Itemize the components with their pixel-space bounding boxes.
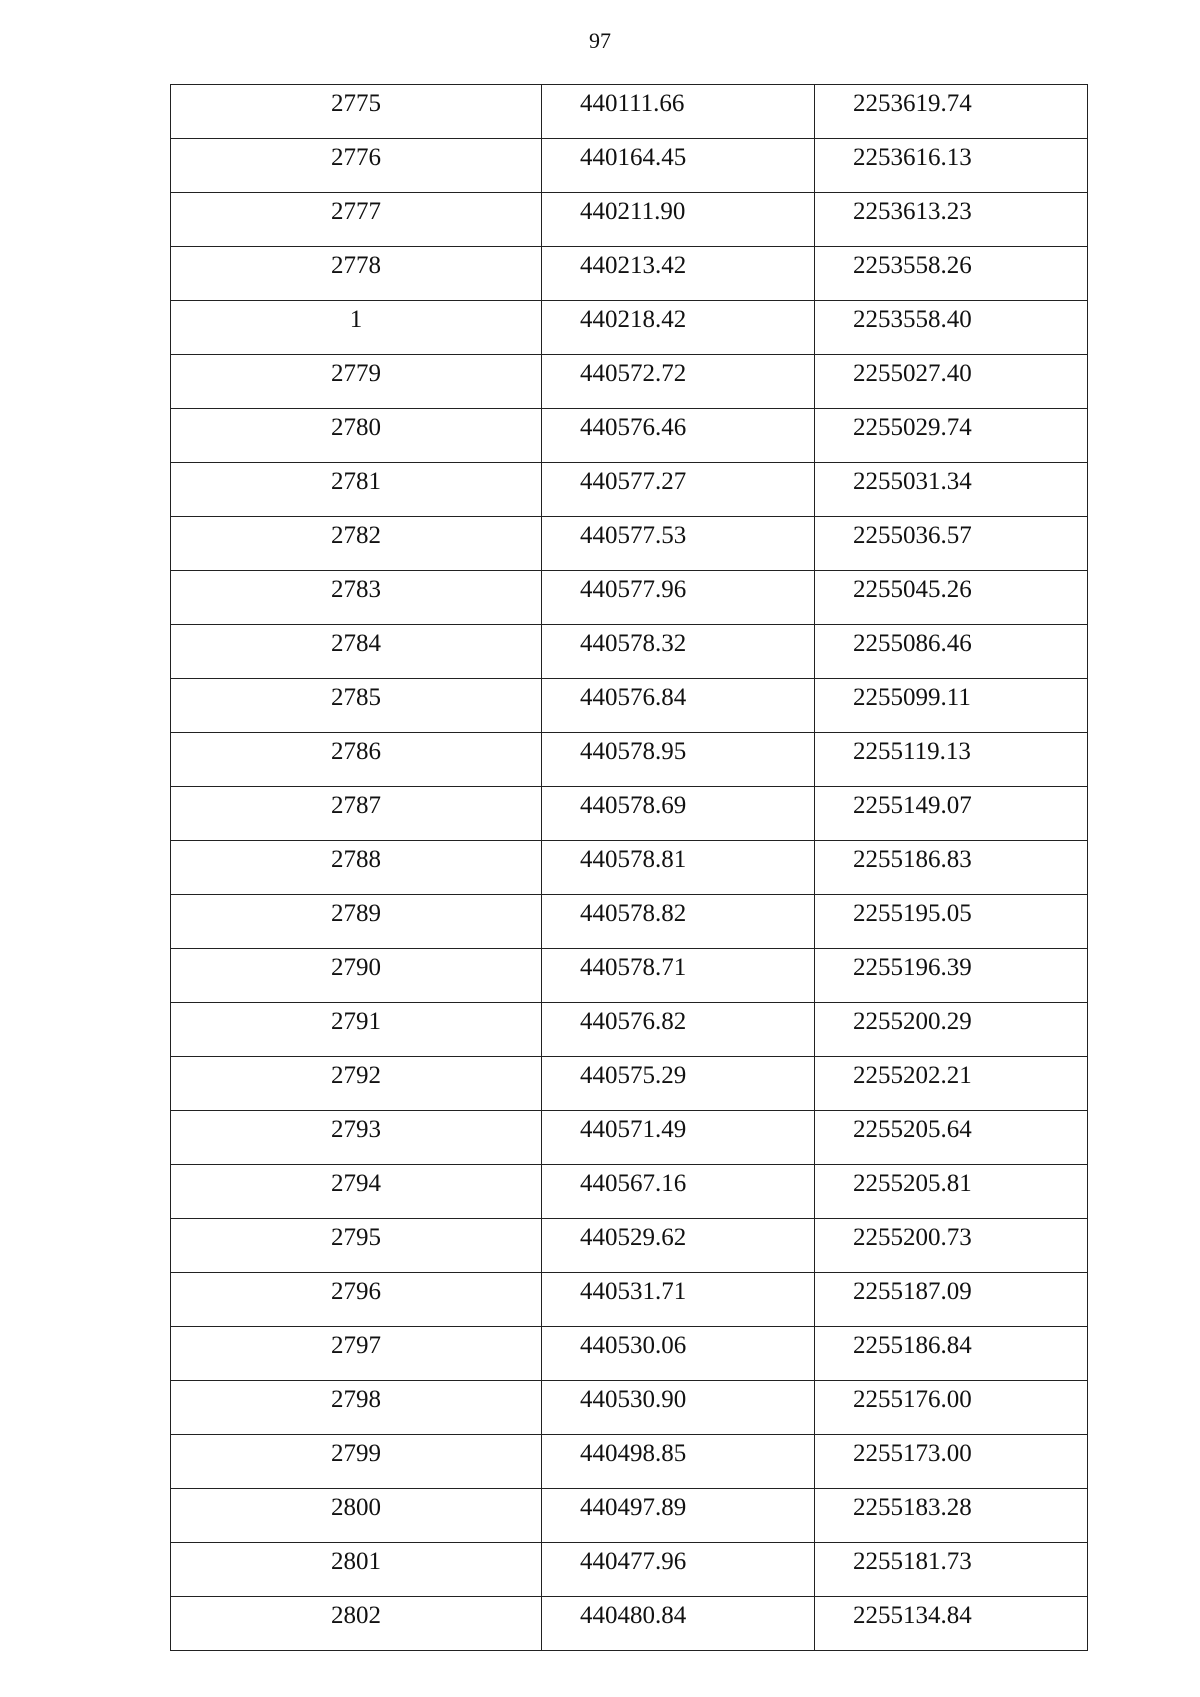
cell-value: 2255173.00: [853, 1440, 972, 1467]
point-number-cell: 2801: [171, 1543, 542, 1597]
cell-value: 2255099.11: [853, 684, 971, 711]
point-number-cell: 2798: [171, 1381, 542, 1435]
point-number-cell: 2792: [171, 1057, 542, 1111]
point-number-cell: 2786: [171, 733, 542, 787]
table-row: [171, 355, 1088, 409]
cell-value: 440213.42: [580, 252, 687, 279]
y-coordinate-cell: [815, 1057, 1088, 1111]
y-coordinate-cell: [815, 679, 1088, 733]
cell-value: 2255134.84: [853, 1602, 972, 1629]
table-row: [171, 139, 1088, 193]
cell-value: 440576.82: [580, 1008, 687, 1035]
x-coordinate-cell: [542, 1003, 815, 1057]
y-coordinate-cell: [815, 301, 1088, 355]
y-coordinate-cell: [815, 949, 1088, 1003]
x-coordinate-cell: [542, 355, 815, 409]
cell-value: 440577.53: [580, 522, 687, 549]
table-row: [171, 625, 1088, 679]
x-coordinate-cell: [542, 1597, 815, 1651]
x-coordinate-cell: [542, 247, 815, 301]
table-row: [171, 463, 1088, 517]
page-number: 97: [589, 28, 611, 53]
point-number-cell: 2778: [171, 247, 542, 301]
cell-value: 2255029.74: [853, 414, 972, 441]
y-coordinate-cell: [815, 1435, 1088, 1489]
y-coordinate-cell: [815, 571, 1088, 625]
cell-value: 2255036.57: [853, 522, 972, 549]
point-number-cell: 2788: [171, 841, 542, 895]
table-row: [171, 1597, 1088, 1651]
table-row: [171, 247, 1088, 301]
cell-value: 440111.66: [580, 90, 685, 117]
point-number-cell: 2795: [171, 1219, 542, 1273]
table-row: [171, 679, 1088, 733]
cell-value: 440497.89: [580, 1494, 687, 1521]
cell-value: 440480.84: [580, 1602, 687, 1629]
table-row: [171, 1381, 1088, 1435]
table-row: [171, 1435, 1088, 1489]
x-coordinate-cell: [542, 679, 815, 733]
cell-value: 2253613.23: [853, 198, 972, 225]
cell-value: 2255196.39: [853, 954, 972, 981]
cell-value: 440211.90: [580, 198, 686, 225]
cell-value: 440576.46: [580, 414, 687, 441]
cell-value: 2255202.21: [853, 1062, 972, 1089]
table-row: [171, 949, 1088, 1003]
x-coordinate-cell: [542, 85, 815, 139]
cell-value: 440530.90: [580, 1386, 687, 1413]
x-coordinate-cell: [542, 1543, 815, 1597]
table-row: [171, 1273, 1088, 1327]
cell-value: 2255176.00: [853, 1386, 972, 1413]
cell-value: 440577.27: [580, 468, 687, 495]
x-coordinate-cell: [542, 787, 815, 841]
point-number-cell: 2796: [171, 1273, 542, 1327]
point-number-cell: 2782: [171, 517, 542, 571]
y-coordinate-cell: [815, 463, 1088, 517]
cell-value: 440575.29: [580, 1062, 687, 1089]
point-number-cell: 2783: [171, 571, 542, 625]
x-coordinate-cell: [542, 1273, 815, 1327]
point-number-cell: 2775: [171, 85, 542, 139]
cell-value: 2253619.74: [853, 90, 972, 117]
y-coordinate-cell: [815, 1489, 1088, 1543]
cell-value: 440164.45: [580, 144, 687, 171]
x-coordinate-cell: [542, 1489, 815, 1543]
point-number-cell: 1: [171, 301, 542, 355]
point-number-cell: 2789: [171, 895, 542, 949]
x-coordinate-cell: [542, 409, 815, 463]
x-coordinate-cell: [542, 1219, 815, 1273]
y-coordinate-cell: [815, 247, 1088, 301]
cell-value: 2255031.34: [853, 468, 972, 495]
y-coordinate-cell: [815, 895, 1088, 949]
point-number-cell: 2790: [171, 949, 542, 1003]
y-coordinate-cell: [815, 1273, 1088, 1327]
x-coordinate-cell: [542, 1057, 815, 1111]
y-coordinate-cell: [815, 787, 1088, 841]
table-row: [171, 1219, 1088, 1273]
cell-value: 440567.16: [580, 1170, 687, 1197]
cell-value: 2255200.73: [853, 1224, 972, 1251]
point-number-cell: 2776: [171, 139, 542, 193]
x-coordinate-cell: [542, 193, 815, 247]
point-number-cell: 2785: [171, 679, 542, 733]
cell-value: 440576.84: [580, 684, 687, 711]
y-coordinate-cell: [815, 1219, 1088, 1273]
cell-value: 440530.06: [580, 1332, 687, 1359]
cell-value: 440578.81: [580, 846, 687, 873]
cell-value: 440577.96: [580, 576, 687, 603]
table-row: [171, 1057, 1088, 1111]
y-coordinate-cell: [815, 1381, 1088, 1435]
x-coordinate-cell: [542, 841, 815, 895]
cell-value: 440218.42: [580, 306, 687, 333]
y-coordinate-cell: [815, 85, 1088, 139]
cell-value: 2253616.13: [853, 144, 972, 171]
y-coordinate-cell: [815, 1165, 1088, 1219]
x-coordinate-cell: [542, 949, 815, 1003]
y-coordinate-cell: [815, 1543, 1088, 1597]
y-coordinate-cell: [815, 139, 1088, 193]
point-number-cell: 2800: [171, 1489, 542, 1543]
point-number-cell: 2784: [171, 625, 542, 679]
table-row: [171, 895, 1088, 949]
y-coordinate-cell: [815, 1111, 1088, 1165]
y-coordinate-cell: [815, 733, 1088, 787]
x-coordinate-cell: [542, 1165, 815, 1219]
cell-value: 440578.95: [580, 738, 687, 765]
table-row: [171, 517, 1088, 571]
table-row: [171, 409, 1088, 463]
table-row: [171, 787, 1088, 841]
y-coordinate-cell: [815, 625, 1088, 679]
cell-value: 2255119.13: [853, 738, 971, 765]
y-coordinate-cell: [815, 409, 1088, 463]
point-number-cell: 2781: [171, 463, 542, 517]
cell-value: 440531.71: [580, 1278, 687, 1305]
x-coordinate-cell: [542, 139, 815, 193]
y-coordinate-cell: [815, 193, 1088, 247]
cell-value: 440572.72: [580, 360, 687, 387]
table-row: [171, 733, 1088, 787]
table-row: [171, 1165, 1088, 1219]
coordinates-table: [170, 84, 1088, 1651]
point-number-cell: 2802: [171, 1597, 542, 1651]
y-coordinate-cell: [815, 1597, 1088, 1651]
cell-value: 440578.69: [580, 792, 687, 819]
cell-value: 440571.49: [580, 1116, 687, 1143]
point-number-cell: 2779: [171, 355, 542, 409]
x-coordinate-cell: [542, 1111, 815, 1165]
point-number-cell: 2787: [171, 787, 542, 841]
cell-value: 440529.62: [580, 1224, 687, 1251]
cell-value: 2255181.73: [853, 1548, 972, 1575]
cell-value: 2255086.46: [853, 630, 972, 657]
table-row: [171, 1003, 1088, 1057]
table-row: [171, 1111, 1088, 1165]
cell-value: 2255187.09: [853, 1278, 972, 1305]
x-coordinate-cell: [542, 517, 815, 571]
table-row: [171, 1489, 1088, 1543]
table-row: [171, 571, 1088, 625]
point-number-cell: 2777: [171, 193, 542, 247]
x-coordinate-cell: [542, 895, 815, 949]
cell-value: 2253558.40: [853, 306, 972, 333]
cell-value: 2255195.05: [853, 900, 972, 927]
y-coordinate-cell: [815, 1003, 1088, 1057]
y-coordinate-cell: [815, 517, 1088, 571]
point-number-cell: 2797: [171, 1327, 542, 1381]
cell-value: 2255205.81: [853, 1170, 972, 1197]
x-coordinate-cell: [542, 1381, 815, 1435]
cell-value: 2255186.83: [853, 846, 972, 873]
y-coordinate-cell: [815, 1327, 1088, 1381]
y-coordinate-cell: [815, 355, 1088, 409]
cell-value: 2253558.26: [853, 252, 972, 279]
x-coordinate-cell: [542, 733, 815, 787]
point-number-cell: 2791: [171, 1003, 542, 1057]
cell-value: 440578.82: [580, 900, 687, 927]
x-coordinate-cell: [542, 301, 815, 355]
x-coordinate-cell: [542, 625, 815, 679]
cell-value: 440477.96: [580, 1548, 687, 1575]
cell-value: 2255205.64: [853, 1116, 972, 1143]
table-row: [171, 193, 1088, 247]
table-row: [171, 1327, 1088, 1381]
cell-value: 440498.85: [580, 1440, 687, 1467]
coordinates-table-body: [171, 85, 1088, 1651]
point-number-cell: 2799: [171, 1435, 542, 1489]
cell-value: 2255200.29: [853, 1008, 972, 1035]
y-coordinate-cell: [815, 841, 1088, 895]
table-row: [171, 301, 1088, 355]
x-coordinate-cell: [542, 463, 815, 517]
table-row: [171, 85, 1088, 139]
cell-value: 440578.32: [580, 630, 687, 657]
cell-value: 440578.71: [580, 954, 687, 981]
point-number-cell: 2793: [171, 1111, 542, 1165]
x-coordinate-cell: [542, 1435, 815, 1489]
cell-value: 2255045.26: [853, 576, 972, 603]
x-coordinate-cell: [542, 571, 815, 625]
cell-value: 2255027.40: [853, 360, 972, 387]
cell-value: 2255149.07: [853, 792, 972, 819]
table-row: [171, 1543, 1088, 1597]
point-number-cell: 2794: [171, 1165, 542, 1219]
cell-value: 2255186.84: [853, 1332, 972, 1359]
x-coordinate-cell: [542, 1327, 815, 1381]
cell-value: 2255183.28: [853, 1494, 972, 1521]
table-row: [171, 841, 1088, 895]
point-number-cell: 2780: [171, 409, 542, 463]
